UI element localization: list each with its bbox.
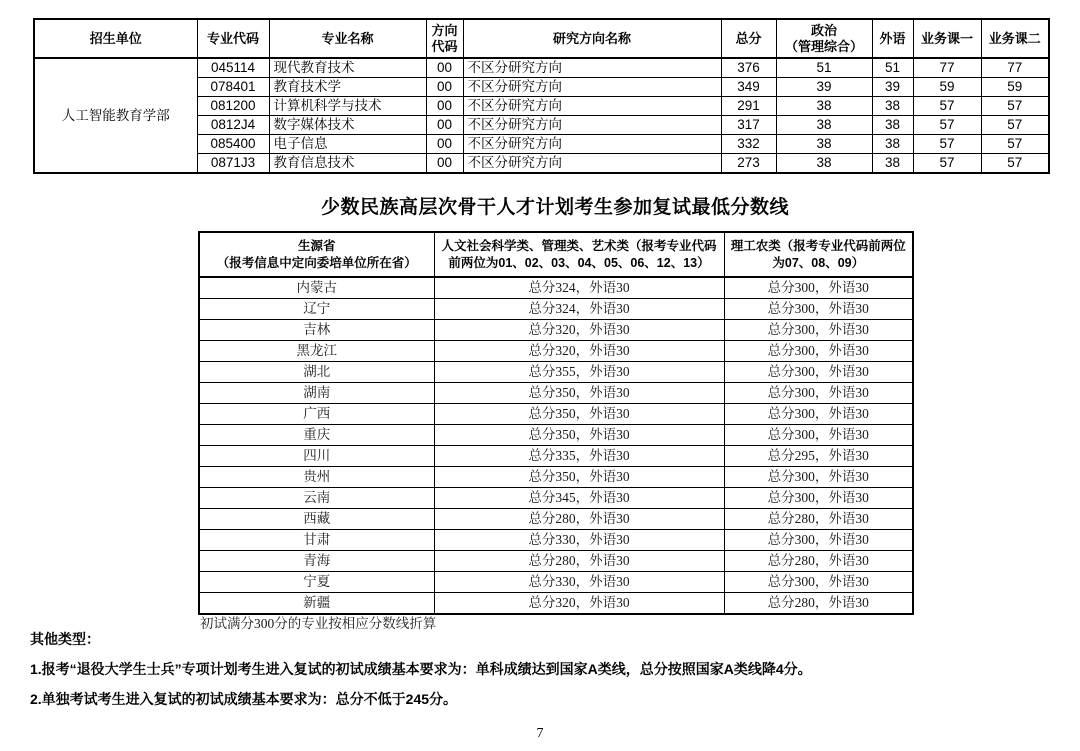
program-direction-name-cell: 不区分研究方向: [463, 154, 721, 174]
program-politics-cell: 38: [776, 97, 872, 116]
minority-province-cell: 贵州: [199, 467, 434, 488]
minority-humanities-score-cell: 总分350，外语30: [434, 467, 724, 488]
minority-humanities-score-cell: 总分324，外语30: [434, 277, 724, 299]
minority-science-score-cell: 总分300，外语30: [724, 299, 913, 320]
program-course1-cell: 59: [913, 78, 981, 97]
minority-humanities-score-cell: 总分350，外语30: [434, 425, 724, 446]
minority-table-row: [199, 551, 913, 572]
minority-science-score-cell: 总分300，外语30: [724, 341, 913, 362]
minority-science-score-cell: 总分300，外语30: [724, 277, 913, 299]
program-foreign-cell: 38: [872, 97, 913, 116]
program-direction-code-cell: 00: [426, 78, 463, 97]
header-major-name: 专业名称: [269, 19, 426, 58]
header-course1: 业务课一: [913, 19, 981, 58]
minority-table-row: [199, 320, 913, 341]
program-major-name-cell: 现代教育技术: [269, 58, 426, 78]
minority-humanities-score-cell: 总分280，外语30: [434, 509, 724, 530]
minority-science-score-cell: 总分300，外语30: [724, 530, 913, 551]
minority-humanities-score-cell: 总分320，外语30: [434, 341, 724, 362]
header-total-score: 总分: [721, 19, 776, 58]
header-science-category: 理工农类（报考专业代码前两位为07、08、09）: [724, 232, 913, 277]
program-table-body: [34, 58, 1049, 173]
minority-humanities-score-cell: 总分280，外语30: [434, 551, 724, 572]
program-major-code-cell: 081200: [197, 97, 269, 116]
program-major-name-cell: 教育信息技术: [269, 154, 426, 174]
program-politics-cell: 38: [776, 135, 872, 154]
minority-humanities-score-cell: 总分330，外语30: [434, 572, 724, 593]
minority-table-body: [199, 277, 913, 614]
minority-humanities-score-cell: 总分330，外语30: [434, 530, 724, 551]
program-politics-cell: 51: [776, 58, 872, 78]
minority-province-cell: 内蒙古: [199, 277, 434, 299]
program-total-score-cell: 349: [721, 78, 776, 97]
minority-table-row: [199, 467, 913, 488]
header-source-province: [199, 232, 434, 277]
program-foreign-cell: 38: [872, 154, 913, 174]
minority-table-row: [199, 509, 913, 530]
program-course2-cell: 57: [981, 116, 1049, 135]
minority-humanities-score-cell: 总分355，外语30: [434, 362, 724, 383]
minority-province-cell: 新疆: [199, 593, 434, 615]
header-politics-line2: （管理综合）: [784, 38, 863, 54]
program-major-code-cell: 0871J3: [197, 154, 269, 174]
minority-table-row: [199, 277, 913, 299]
minority-table-row: [199, 425, 913, 446]
minority-province-cell: 云南: [199, 488, 434, 509]
program-total-score-cell: 376: [721, 58, 776, 78]
program-major-code-cell: 078401: [197, 78, 269, 97]
minority-table-row: [199, 299, 913, 320]
program-foreign-cell: 51: [872, 58, 913, 78]
minority-humanities-score-cell: 总分350，外语30: [434, 404, 724, 425]
program-direction-name-cell: 不区分研究方向: [463, 58, 721, 78]
program-total-score-cell: 273: [721, 154, 776, 174]
header-course2: 业务课二: [981, 19, 1049, 58]
minority-table-header-row: [199, 232, 913, 277]
program-course2-cell: 57: [981, 135, 1049, 154]
recruiting-unit-cell: 人工智能教育学部: [34, 58, 197, 173]
minority-science-score-cell: 总分300，外语30: [724, 362, 913, 383]
program-direction-name-cell: 不区分研究方向: [463, 78, 721, 97]
minority-humanities-score-cell: 总分350，外语30: [434, 383, 724, 404]
header-major-code: 专业代码: [197, 19, 269, 58]
minority-province-cell: 西藏: [199, 509, 434, 530]
program-total-score-cell: 291: [721, 97, 776, 116]
program-course1-cell: 57: [913, 135, 981, 154]
program-direction-name-cell: 不区分研究方向: [463, 116, 721, 135]
minority-table-row: [199, 362, 913, 383]
program-politics-cell: 38: [776, 154, 872, 174]
program-major-name-cell: 计算机科学与技术: [269, 97, 426, 116]
header-politics-line1: 政治: [810, 22, 837, 38]
minority-province-cell: 青海: [199, 551, 434, 572]
program-course1-cell: 77: [913, 58, 981, 78]
minority-table-row: [199, 383, 913, 404]
minority-humanities-score-cell: 总分324，外语30: [434, 299, 724, 320]
program-politics-cell: 39: [776, 78, 872, 97]
minority-province-cell: 甘肃: [199, 530, 434, 551]
program-foreign-cell: 38: [872, 116, 913, 135]
program-direction-name-cell: 不区分研究方向: [463, 97, 721, 116]
minority-science-score-cell: 总分280，外语30: [724, 509, 913, 530]
program-direction-code-cell: 00: [426, 97, 463, 116]
minority-science-score-cell: 总分300，外语30: [724, 467, 913, 488]
minority-table-footnote: 初试满分300分的专业按相应分数线折算: [200, 616, 437, 631]
program-direction-code-cell: 00: [426, 135, 463, 154]
minority-science-score-cell: 总分300，外语30: [724, 572, 913, 593]
program-major-name-cell: 电子信息: [269, 135, 426, 154]
minority-province-cell: 黑龙江: [199, 341, 434, 362]
other-types-note-2: 2.单独考试考生进入复试的初试成绩基本要求为：总分不低于245分。: [30, 691, 458, 707]
program-direction-code-cell: 00: [426, 58, 463, 78]
header-source-province-line2: （报考信息中定向委培单位所在省）: [216, 255, 417, 270]
minority-table-row: [199, 341, 913, 362]
program-foreign-cell: 39: [872, 78, 913, 97]
header-source-province-line1: 生源省: [297, 238, 336, 253]
header-direction-code-line1: 方向: [431, 22, 458, 38]
header-humanities-category: 人文社会科学类、管理类、艺术类（报考专业代码前两位为01、02、03、04、05、06、12、13）: [434, 232, 724, 277]
minority-province-cell: 吉林: [199, 320, 434, 341]
minority-province-cell: 宁夏: [199, 572, 434, 593]
page-number: 7: [536, 726, 544, 741]
program-course1-cell: 57: [913, 154, 981, 174]
minority-province-cell: 湖南: [199, 383, 434, 404]
header-direction-code: [426, 19, 463, 58]
minority-province-cell: 广西: [199, 404, 434, 425]
program-course2-cell: 57: [981, 154, 1049, 174]
minority-science-score-cell: 总分300，外语30: [724, 383, 913, 404]
minority-science-score-cell: 总分300，外语30: [724, 320, 913, 341]
program-foreign-cell: 38: [872, 135, 913, 154]
minority-province-cell: 四川: [199, 446, 434, 467]
minority-table-row: [199, 572, 913, 593]
program-direction-code-cell: 00: [426, 154, 463, 174]
program-politics-cell: 38: [776, 116, 872, 135]
program-score-table: [33, 18, 1050, 174]
minority-humanities-score-cell: 总分320，外语30: [434, 593, 724, 615]
header-direction-code-line2: 代码: [431, 38, 458, 54]
program-major-code-cell: 0812J4: [197, 116, 269, 135]
minority-table-row: [199, 530, 913, 551]
other-types-heading: 其他类型：: [30, 631, 100, 647]
other-types-section: [30, 630, 1050, 708]
minority-table-row: [199, 404, 913, 425]
minority-province-cell: 重庆: [199, 425, 434, 446]
program-total-score-cell: 332: [721, 135, 776, 154]
program-total-score-cell: 317: [721, 116, 776, 135]
program-table-header-row: [34, 19, 1049, 58]
minority-plan-table: [198, 231, 914, 615]
minority-science-score-cell: 总分280，外语30: [724, 551, 913, 572]
minority-humanities-score-cell: 总分345，外语30: [434, 488, 724, 509]
program-major-name-cell: 数字媒体技术: [269, 116, 426, 135]
minority-table-row: [199, 488, 913, 509]
minority-science-score-cell: 总分300，外语30: [724, 425, 913, 446]
program-direction-name-cell: 不区分研究方向: [463, 135, 721, 154]
header-recruiting-unit: 招生单位: [34, 19, 197, 58]
program-table-row: [34, 58, 1049, 78]
minority-science-score-cell: 总分300，外语30: [724, 488, 913, 509]
program-course2-cell: 77: [981, 58, 1049, 78]
program-course1-cell: 57: [913, 97, 981, 116]
minority-table-row: [199, 593, 913, 615]
minority-table-row: [199, 446, 913, 467]
header-politics: [776, 19, 872, 58]
program-major-code-cell: 085400: [197, 135, 269, 154]
minority-humanities-score-cell: 总分335，外语30: [434, 446, 724, 467]
header-direction-name: 研究方向名称: [463, 19, 721, 58]
program-course1-cell: 57: [913, 116, 981, 135]
program-major-code-cell: 045114: [197, 58, 269, 78]
program-major-name-cell: 教育技术学: [269, 78, 426, 97]
program-course2-cell: 57: [981, 97, 1049, 116]
minority-science-score-cell: 总分295，外语30: [724, 446, 913, 467]
minority-province-cell: 辽宁: [199, 299, 434, 320]
header-foreign-language: 外语: [872, 19, 913, 58]
other-types-note-1: 1.报考“退役大学生士兵”专项计划考生进入复试的初试成绩基本要求为：单科成绩达到国家A类线，总分按照国家A类线降4分。: [30, 661, 812, 677]
minority-science-score-cell: 总分300，外语30: [724, 404, 913, 425]
minority-humanities-score-cell: 总分320，外语30: [434, 320, 724, 341]
program-direction-code-cell: 00: [426, 116, 463, 135]
minority-plan-title: 少数民族高层次骨干人才计划考生参加复试最低分数线: [320, 197, 789, 218]
minority-science-score-cell: 总分280，外语30: [724, 593, 913, 615]
program-course2-cell: 59: [981, 78, 1049, 97]
minority-province-cell: 湖北: [199, 362, 434, 383]
